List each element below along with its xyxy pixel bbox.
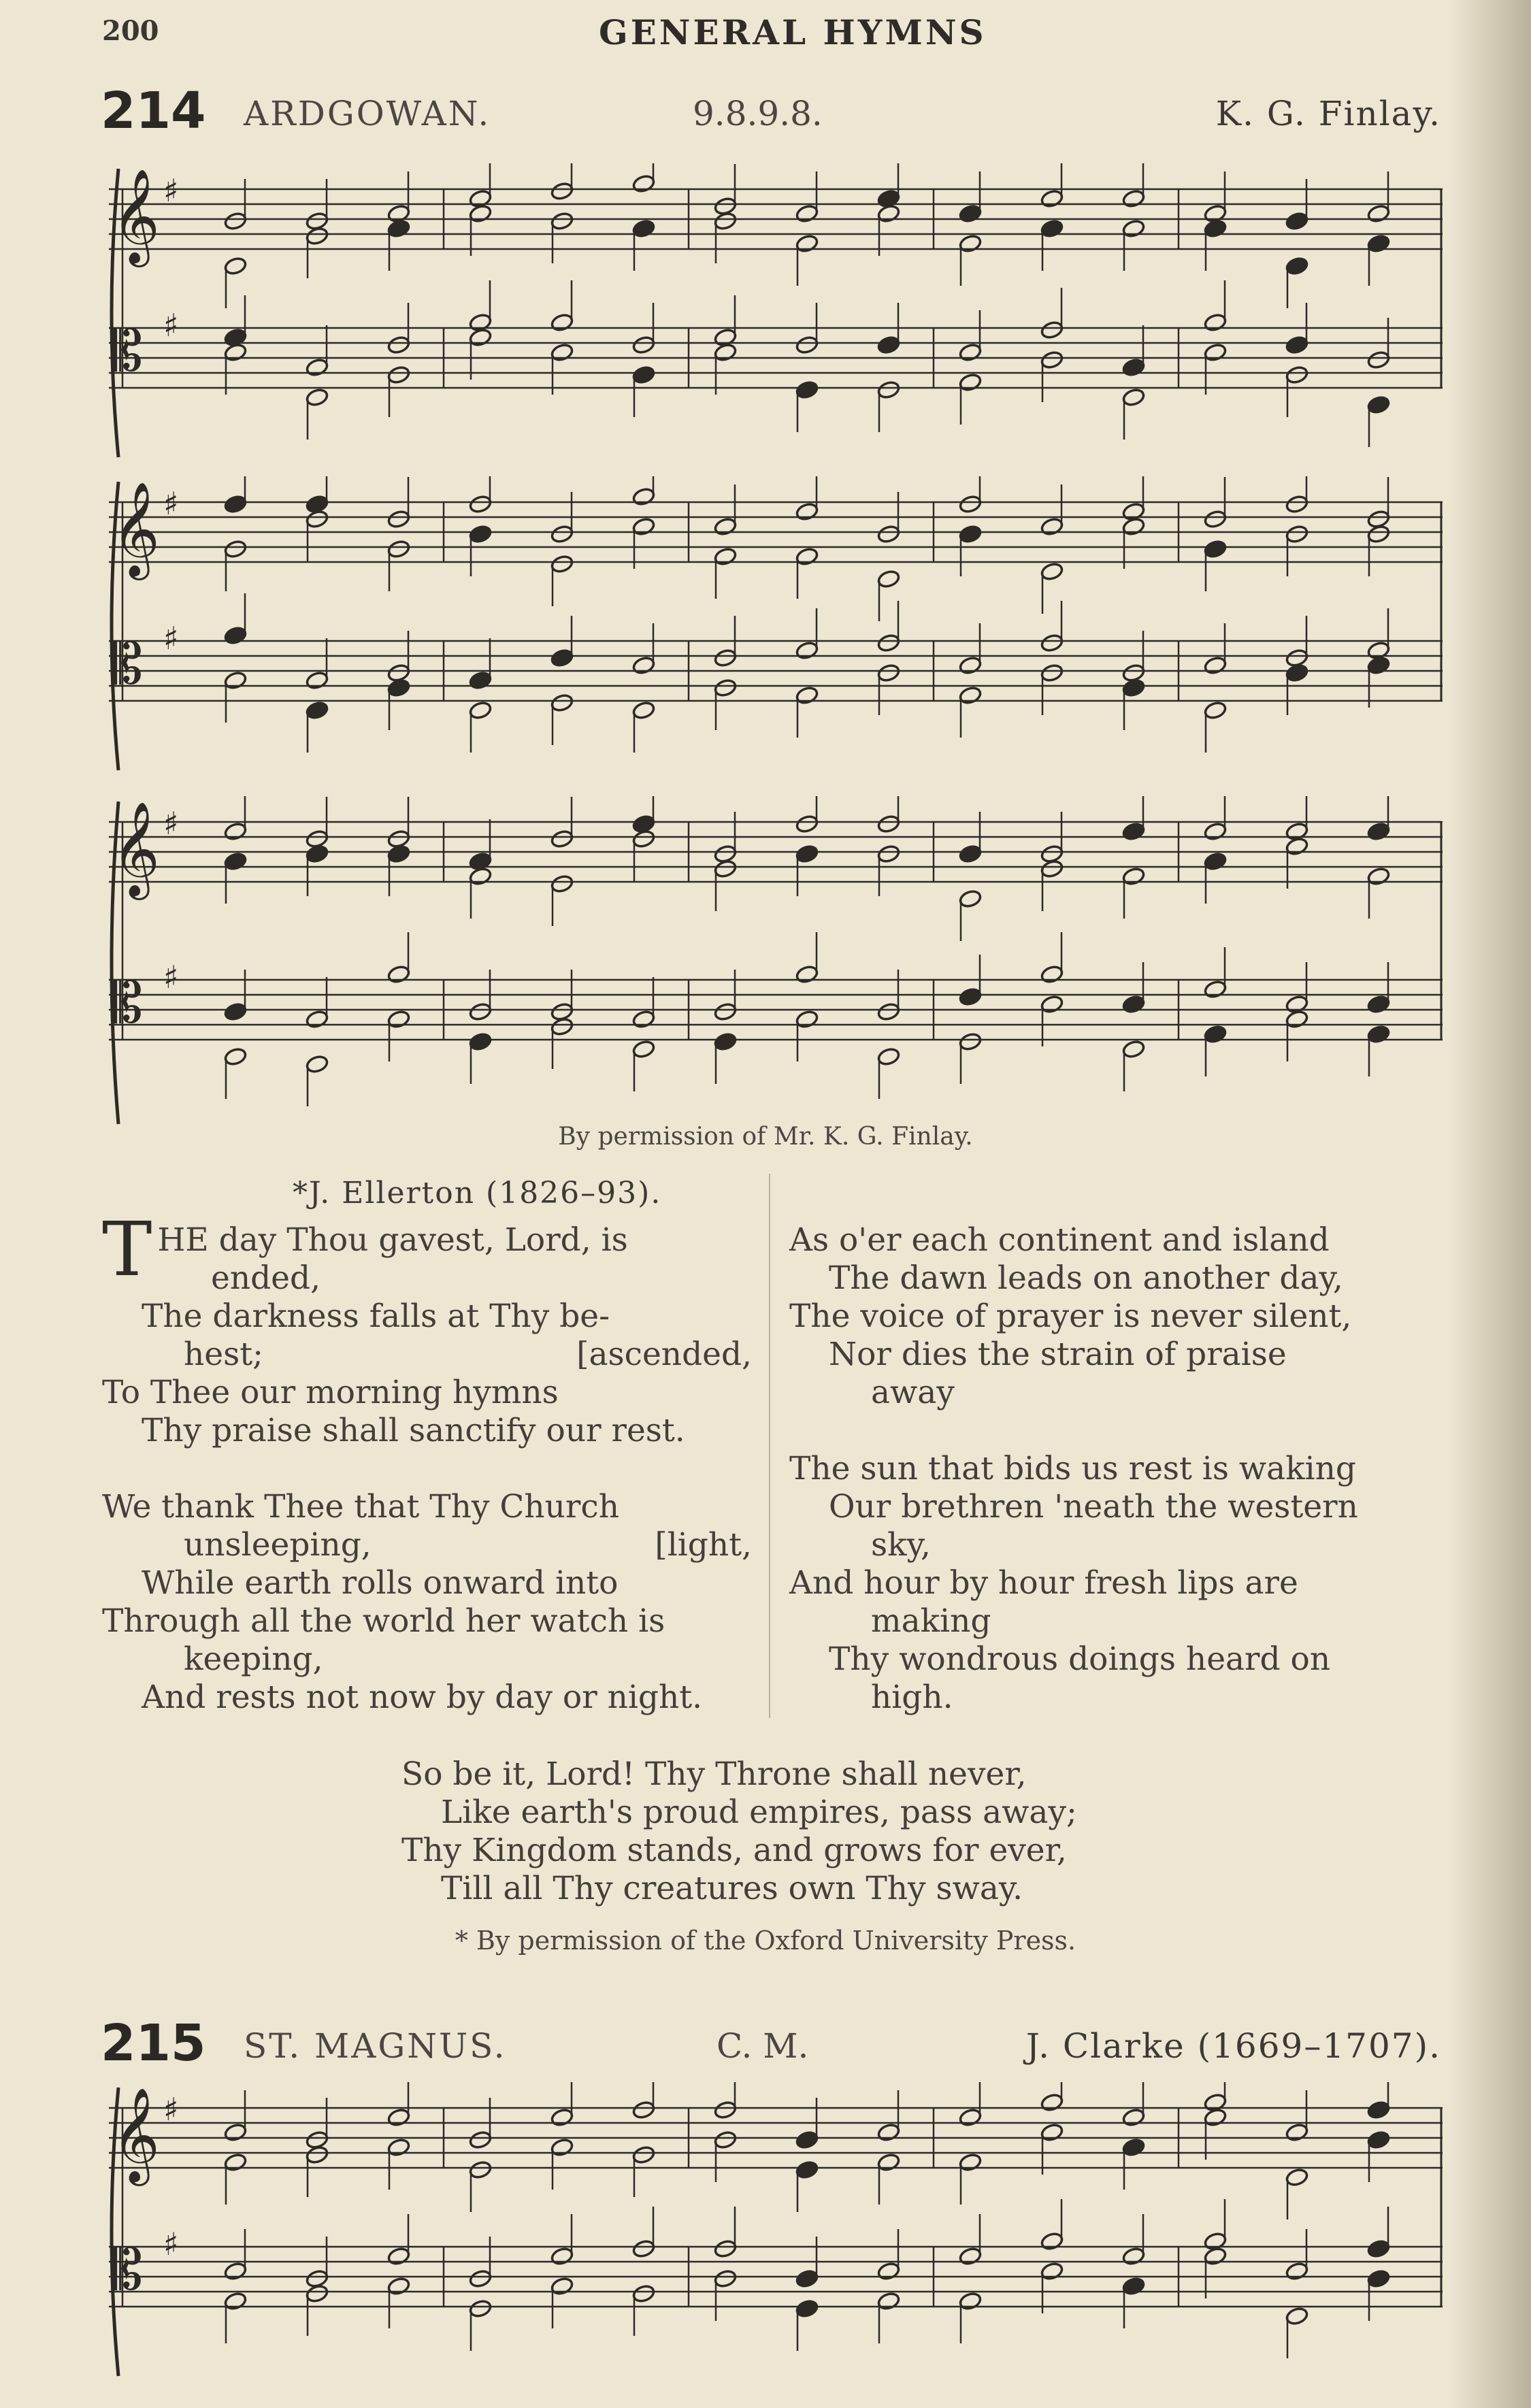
svg-text:𝄡: 𝄡	[112, 2238, 143, 2303]
verse-line: Nor dies the strain of praise	[829, 1336, 1287, 1373]
svg-text:♯: ♯	[163, 620, 179, 657]
verse-3	[789, 1221, 1443, 1412]
svg-text:♯: ♯	[163, 485, 179, 522]
verse-line: The dawn leads on another day,	[829, 1259, 1343, 1297]
svg-text:♯: ♯	[163, 2091, 179, 2128]
running-head: GENERAL HYMNS	[599, 12, 987, 52]
column-divider	[769, 1174, 770, 1718]
music-system-1	[109, 163, 1443, 463]
verse-line: Thy wondrous doings heard on	[829, 1640, 1331, 1678]
drop-cap: T	[102, 1206, 152, 1293]
hymn-215-header	[101, 2014, 1441, 2075]
footnote: * By permission of the Oxford University Press.	[455, 1926, 1076, 1956]
verse-line: The sun that bids us rest is waking	[789, 1450, 1357, 1487]
tune-name: ARDGOWAN.	[244, 94, 491, 133]
hymn-214-header	[101, 82, 1441, 143]
verse-line-pair	[102, 1526, 752, 1564]
composer: K. G. Finlay.	[1215, 94, 1441, 133]
verse-turnover: [light,	[655, 1526, 752, 1564]
verse-line-pair	[102, 1336, 752, 1374]
verse-line: Thy Kingdom stands, and grows for ever,	[401, 1832, 1067, 1869]
verse-line: Till all Thy creatures own Thy sway.	[441, 1870, 1023, 1907]
verse-line: To Thee our morning hymns	[102, 1374, 559, 1411]
verse-4	[789, 1450, 1443, 1717]
music-score-system-4	[109, 2082, 1443, 2381]
svg-text:♯: ♯	[163, 805, 179, 842]
composer: J. Clarke (1669–1707).	[1025, 2026, 1441, 2066]
svg-text:♯: ♯	[163, 2226, 179, 2262]
svg-text:♯: ♯	[163, 307, 179, 344]
verse-line: away	[871, 1374, 955, 1411]
svg-text:𝄡: 𝄡	[112, 971, 143, 1036]
music-score-system-3	[109, 796, 1443, 1129]
verse-line: sky,	[871, 1526, 931, 1564]
verse-line: Thy praise shall sanctify our rest.	[142, 1412, 685, 1449]
svg-text:♯: ♯	[163, 959, 179, 995]
hymn-number: 215	[101, 2014, 206, 2073]
verse-1	[102, 1206, 752, 1450]
svg-text:𝄞: 𝄞	[112, 2088, 160, 2182]
verses-right-column	[789, 1221, 1443, 1755]
svg-text:𝄞: 𝄞	[112, 802, 160, 896]
verse-line: While earth rolls onward into	[142, 1564, 619, 1602]
music-permission-note: By permission of Mr. K. G. Finlay.	[558, 1123, 973, 1151]
verse-line: unsleeping,	[184, 1526, 372, 1564]
final-verse	[401, 1755, 1077, 1908]
verse-2	[102, 1488, 752, 1717]
hymn-number: 214	[101, 82, 206, 140]
verse-line: keeping,	[184, 1640, 323, 1678]
verse-line: HE day Thou gavest, Lord, is	[157, 1221, 628, 1259]
svg-text:𝄡: 𝄡	[112, 632, 143, 697]
verse-line: ended,	[211, 1259, 321, 1297]
verse-turnover: [ascended,	[576, 1336, 752, 1373]
metre: C. M.	[717, 2026, 809, 2066]
svg-text:𝄞: 𝄞	[112, 169, 160, 263]
verse-line: The darkness falls at Thy be-	[142, 1298, 610, 1335]
verse-line: Through all the world her watch is	[102, 1602, 665, 1640]
verse-line: Our brethren 'neath the western	[829, 1488, 1358, 1525]
music-score-system-2	[109, 476, 1443, 776]
svg-text:♯: ♯	[163, 172, 179, 209]
verse-line: high.	[871, 1679, 953, 1716]
verse-line: And rests not now by day or night.	[142, 1679, 703, 1716]
music-system-4	[109, 2082, 1443, 2381]
verses-left-column	[102, 1206, 752, 1755]
page-number: 200	[102, 15, 159, 47]
verse-line: Like earth's proud empires, pass away;	[441, 1794, 1077, 1831]
music-score-system-1	[109, 163, 1443, 463]
music-system-3	[109, 796, 1443, 1129]
page-edge-shadow	[1449, 0, 1531, 2408]
tune-name: ST. MAGNUS.	[244, 2026, 507, 2066]
verse-line: hest;	[184, 1336, 263, 1373]
verse-line: The voice of prayer is never silent,	[789, 1298, 1352, 1335]
verse-line: As o'er each continent and island	[789, 1221, 1330, 1259]
verse-line: We thank Thee that Thy Church	[102, 1488, 619, 1525]
verse-line: And hour by hour fresh lips are	[789, 1564, 1298, 1602]
text-author: *J. Ellerton (1826–93).	[293, 1176, 662, 1210]
svg-text:𝄡: 𝄡	[112, 319, 143, 384]
svg-text:𝄞: 𝄞	[112, 482, 160, 576]
verse-line: So be it, Lord! Thy Throne shall never,	[401, 1755, 1027, 1793]
music-system-2	[109, 476, 1443, 776]
verse-line: making	[871, 1602, 991, 1640]
metre: 9.8.9.8.	[693, 94, 823, 133]
